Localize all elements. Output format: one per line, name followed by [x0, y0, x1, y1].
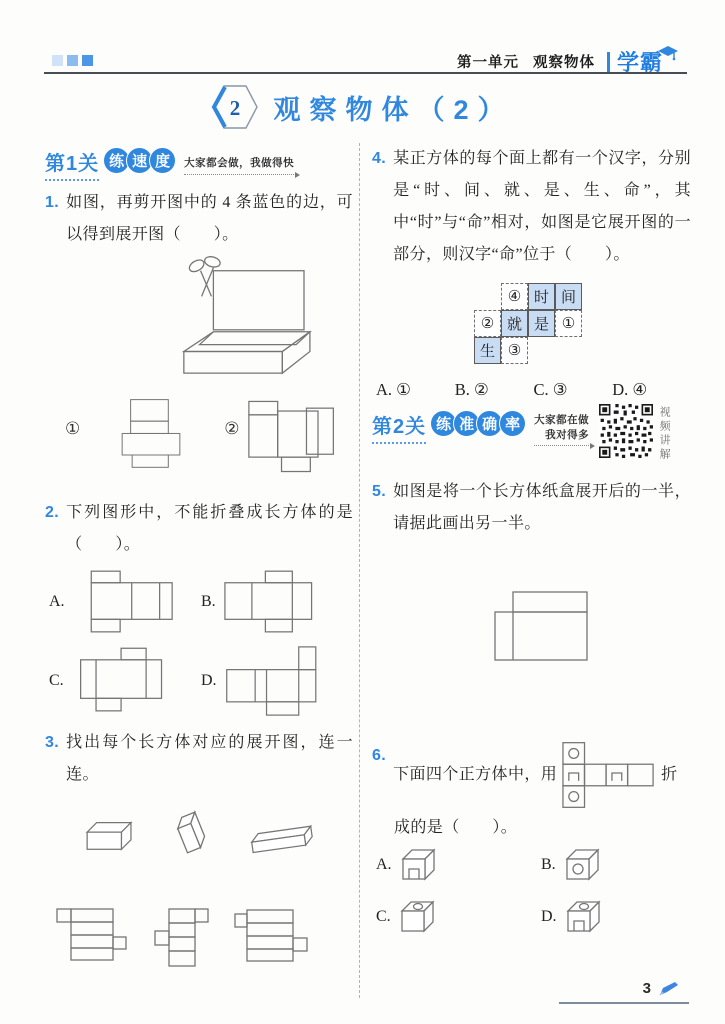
cube-c [398, 897, 444, 937]
option-b [541, 845, 691, 885]
section-1-subtitle [184, 153, 294, 175]
question-3-nets [55, 907, 353, 969]
cuboid-long [247, 819, 317, 855]
section-2-badge [434, 410, 526, 437]
option-c [376, 897, 541, 937]
option-a-label: A. [49, 593, 65, 610]
section-2-subtitle [534, 412, 589, 446]
option-d [541, 897, 691, 937]
content-columns [45, 143, 691, 998]
scissors-icon [187, 255, 221, 296]
question-5-text: 如图是将一个长方体纸盒展开后的一半，请据此画出另一半。 [393, 483, 691, 532]
grid-cell: 生 [474, 337, 501, 364]
option-d-label: D. [201, 672, 217, 689]
cube-d [564, 897, 610, 937]
option-b-label: B. [201, 593, 216, 610]
grid-cell: 间 [555, 283, 582, 310]
question-3 [45, 727, 353, 791]
section-1-label: 第1关 [45, 147, 99, 181]
cuboid-tall [165, 803, 221, 855]
question-6-options [376, 845, 691, 937]
arrow-icon [295, 172, 300, 178]
question-6-line2: 成的是（ ）。 [394, 819, 518, 836]
answer-c: C. ③ [533, 380, 568, 399]
question-4 [372, 143, 691, 271]
header-rule [44, 72, 687, 74]
q3-net-2 [153, 907, 211, 969]
brand-divider [607, 52, 610, 72]
section-1-subtitle-text: 大家都会做，我做得快 [184, 158, 295, 169]
answer-d: D. ④ [612, 380, 648, 399]
question-4-grid [474, 283, 691, 364]
question-4-number: 4. [372, 150, 387, 167]
option-a [49, 569, 201, 635]
question-5-number: 5. [372, 483, 387, 500]
qr-caption: 视频讲解 [658, 406, 671, 462]
corner-squares-icon [52, 55, 93, 66]
lesson-title-row [0, 84, 725, 130]
net-figure-2 [246, 397, 342, 475]
page-number: 3 [642, 980, 651, 997]
net-2-label: ② [224, 419, 240, 438]
question-6-net [561, 740, 657, 810]
question-1-number: 1. [45, 194, 60, 211]
option-a-net [72, 569, 176, 635]
section-2-label: 第2关 [372, 410, 426, 444]
arrow-icon [590, 443, 595, 449]
lesson-number: 2 [230, 96, 241, 120]
question-4-text: 某正方体的每个面上都有一个汉字，分别是“时、间、就、是、生、命”，其中“时”与“命”相对，如图是它展开图的一部分，则汉字“命”位于（ ）。 [393, 150, 691, 263]
right-column [365, 143, 691, 998]
option-d [201, 645, 351, 717]
question-6-prefix: 下面四个正方体中，用 [393, 766, 558, 783]
option-c-label: C. [376, 908, 391, 925]
question-1-text: 如图，再剪开图中的 4 条蓝色的边，可以得到展开图（ ）。 [66, 194, 353, 243]
q3-net-3 [233, 907, 311, 963]
qr-code [599, 404, 653, 458]
question-1-nets [45, 387, 353, 483]
badge-char: 率 [499, 410, 526, 437]
grid-cell: ④ [501, 283, 528, 310]
lesson-number-hexagon [211, 84, 258, 130]
question-2 [45, 497, 353, 561]
option-d-label: D. [541, 908, 557, 925]
question-4-answers [376, 380, 691, 400]
question-5 [372, 476, 691, 540]
box-with-scissors-figure [149, 253, 329, 383]
grid-cell: 时 [528, 283, 555, 310]
question-3-cuboids [81, 803, 353, 855]
header-unit: 第一单元 [456, 55, 519, 71]
badge-char: 度 [149, 147, 176, 174]
question-6 [372, 740, 691, 810]
page-title: 观察物体（2） [273, 94, 514, 125]
answer-b: B. ② [454, 380, 489, 399]
option-b-net [223, 569, 327, 635]
section-1-header [45, 147, 353, 181]
net-figure-1 [86, 387, 186, 483]
option-b [201, 569, 351, 635]
cuboid-flat [81, 815, 139, 855]
grid-cell: ③ [501, 337, 528, 364]
question-6-suffix: 折 [661, 766, 678, 783]
question-6-number: 6. [372, 747, 387, 764]
net-1-label: ① [65, 419, 81, 438]
badge-char: 速 [126, 147, 153, 174]
cube-a [399, 845, 445, 885]
option-c-label: C. [49, 672, 64, 689]
page-footer [559, 980, 689, 1004]
badge-char: 准 [453, 410, 480, 437]
q3-net-1 [55, 907, 131, 963]
pencil-icon [659, 981, 679, 996]
grid-cell: ② [474, 310, 501, 337]
question-1 [45, 187, 353, 251]
cube-b [563, 845, 609, 885]
grid-cell: 就 [501, 310, 528, 337]
section-2-subtitle-line2: 我对得多 [545, 430, 590, 441]
option-c [49, 645, 201, 717]
brand-logo: 学霸 [616, 50, 663, 75]
badge-char: 练 [430, 410, 457, 437]
grid-cell: 是 [528, 310, 555, 337]
option-a-label: A. [376, 856, 392, 873]
column-divider [359, 143, 360, 998]
section-2-header [372, 406, 691, 462]
grid-cell: ① [555, 310, 582, 337]
option-c-net [71, 646, 175, 716]
section-1-badge [107, 147, 176, 174]
answer-a: A. ① [376, 380, 411, 399]
badge-char: 练 [103, 147, 130, 174]
section-2-subtitle-line1: 大家都在做 [534, 415, 590, 426]
left-column [45, 143, 353, 998]
question-2-number: 2. [45, 504, 60, 521]
option-a [376, 845, 541, 885]
header-chapter: 观察物体 [532, 55, 595, 71]
question-2-options [49, 569, 353, 717]
graduation-cap-icon [657, 45, 679, 61]
question-3-text: 找出每个长方体对应的展开图，连一连。 [66, 734, 353, 783]
option-b-label: B. [541, 856, 556, 873]
question-5-half-net [492, 590, 590, 662]
badge-char: 确 [476, 410, 503, 437]
question-3-number: 3. [45, 734, 60, 751]
question-2-text: 下列图形中，不能折叠成长方体的是（ ）。 [66, 504, 353, 553]
option-d-net [224, 645, 328, 717]
